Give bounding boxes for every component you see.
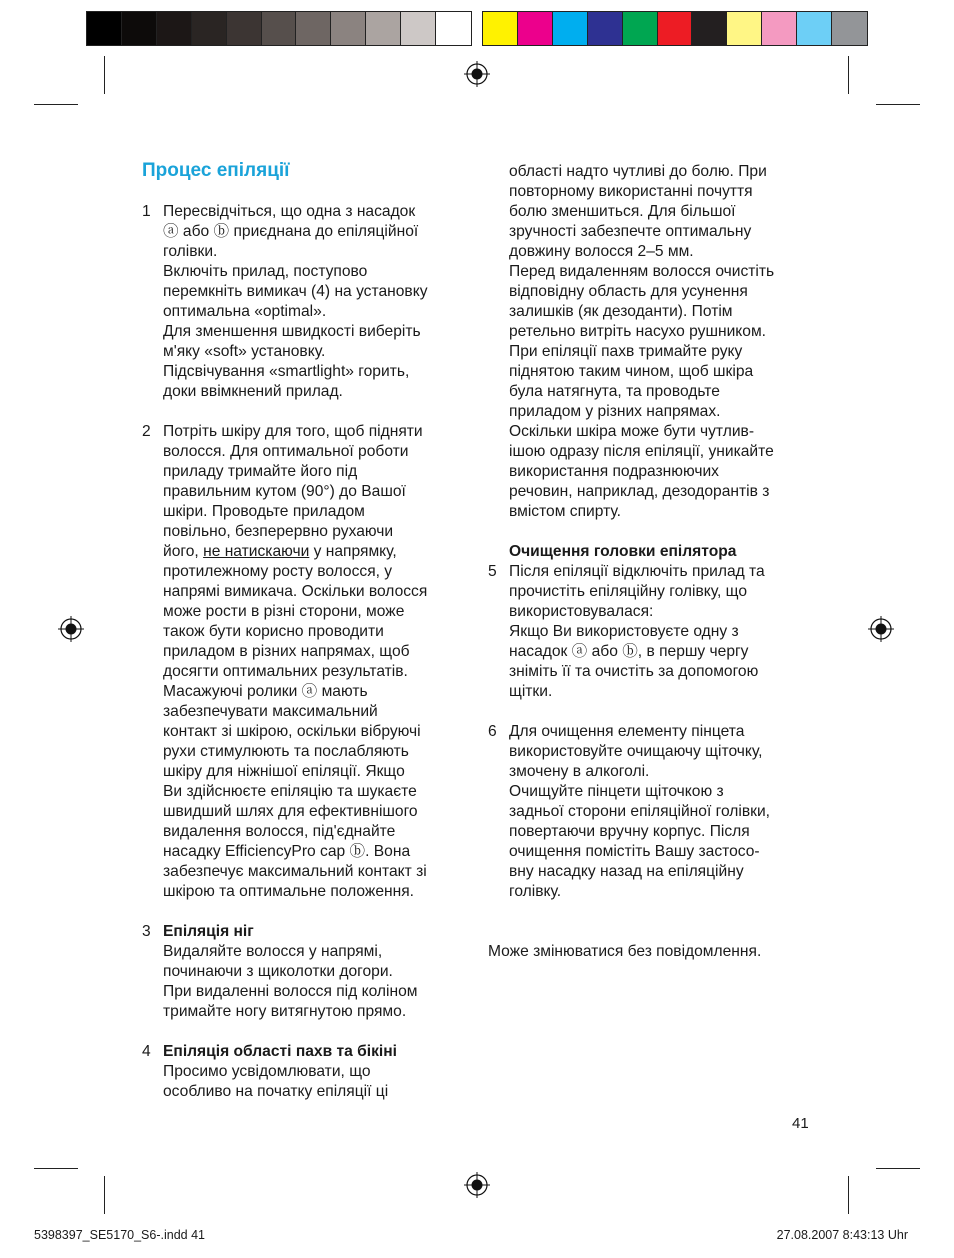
crop-mark [34, 104, 78, 105]
cleaning-heading: Очищення головки епілятора [509, 543, 737, 560]
crop-mark [876, 1168, 920, 1169]
text-line: зніміть її та очистіть за допомогою [509, 663, 759, 680]
step-heading: Епіляція області пахв та бікіні [163, 1043, 398, 1060]
text-line: використання подразнюючих [509, 463, 719, 480]
color-swatch [658, 12, 693, 45]
text-line: довжину волосся 2–5 мм. [509, 243, 694, 260]
step-3 [142, 922, 477, 1022]
process-color-bar [482, 11, 868, 46]
text-line: особливо на початку епіляції ці [163, 1083, 389, 1100]
step-1 [142, 202, 477, 402]
step-2 [142, 422, 477, 902]
text-line: задньої сторони епіляційної голівки, [509, 803, 770, 820]
text-fragment: його, [163, 543, 204, 560]
text-line: контакт зі шкірою, оскільки вібруючі [163, 723, 421, 740]
text-line: Для зменшення швидкості виберіть [163, 323, 421, 340]
text-line: Оскільки шкіра може бути чутлив- [509, 423, 755, 440]
file-slug: 5398397_SE5170_S6-.indd 41 [34, 1228, 205, 1242]
text-line: шкіру для ніжнішої епіляції. Якщо [163, 763, 405, 780]
text-line: Включіть прилад, поступово [163, 263, 368, 280]
text-line: волосся. Для оптимальної роботи [163, 443, 409, 460]
text-line: залишків (як дезоданти). Потім [509, 303, 733, 320]
text-line: змочену в алкоголі. [509, 763, 650, 780]
text-line: Для очищення елементу пінцета [509, 723, 745, 740]
left-column [142, 202, 477, 1102]
text-line: Після епіляції відключіть прилад та [509, 563, 765, 580]
text-line: забезпечувати максимальний [163, 703, 378, 720]
text-line: Потріть шкіру для того, щоб підняти [163, 423, 423, 440]
text-line: починаючи з щиколотки догори. [163, 963, 393, 980]
text-line: видалення волосся, під'єднайте [163, 823, 396, 840]
text-line: голівку. [509, 883, 562, 900]
text-line: вмістом спирту. [509, 503, 621, 520]
text-line: повторному використанні почуття [509, 183, 753, 200]
text-line: речовин, наприклад, дезодорантів з [509, 483, 770, 500]
text-line: Підсвічування «smartlight» горить, [163, 363, 410, 380]
text-line: ішою одразу після епіляції, уникайте [509, 443, 774, 460]
color-swatch [331, 12, 366, 45]
text-line: Очищуйте пінцети щіточкою з [509, 783, 724, 800]
text-line: прочистіть епіляційну голівку, що [509, 583, 748, 600]
color-swatch [797, 12, 832, 45]
text-line: піднятою таким чином, щоб шкіра [509, 363, 754, 380]
text-line: була натягнута, та проводьте [509, 383, 720, 400]
text-line: забезпечує максимальний контакт зі [163, 863, 427, 880]
step-number: 6 [488, 723, 497, 740]
step-heading: Епіляція ніг [163, 923, 254, 940]
registration-mark-icon [464, 1172, 490, 1198]
step-number: 4 [142, 1043, 151, 1060]
text-line: перемкніть вимикач (4) на установку [163, 283, 428, 300]
color-swatch [401, 12, 436, 45]
crop-mark [848, 1176, 849, 1214]
text-line: вну насадку назад на епіляційну [509, 863, 744, 880]
page-title: Процес епіляції [142, 160, 290, 181]
color-swatch [157, 12, 192, 45]
text-line: Пересвідчіться, що одна з насадок [163, 203, 416, 220]
text-line: області надто чутливі до болю. При [509, 163, 767, 180]
text-line: Просимо усвідомлювати, що [163, 1063, 371, 1080]
text-line: може рости в різні сторони, може [163, 603, 405, 620]
step-number: 2 [142, 423, 151, 440]
text-line: шкіри. Проводьте приладом [163, 503, 365, 520]
text-line: тримайте ногу витягнутою прямо. [163, 1003, 407, 1020]
text-line: приладом у різних напрямах. [509, 403, 721, 420]
crop-mark [876, 104, 920, 105]
text-line: Масажуючі ролики ⓐ мають [163, 683, 368, 700]
text-fragment: у напрямку, [309, 543, 397, 560]
text-line: Видаляйте волосся у напрямі, [163, 943, 383, 960]
text-line: шкірою та оптимальне положення. [163, 883, 414, 900]
step-number: 1 [142, 203, 151, 220]
color-swatch [227, 12, 262, 45]
text-line: При видаленні волосся під коліном [163, 983, 418, 1000]
color-swatch [296, 12, 331, 45]
crop-mark [104, 56, 105, 94]
text-line: щітки. [509, 683, 553, 700]
text-line [163, 542, 477, 562]
color-swatch [436, 12, 471, 45]
change-notice: Може змінюватися без повідомлення. [488, 943, 762, 960]
text-line: досягти оптимальних результатів. [163, 663, 408, 680]
right-column [488, 162, 833, 962]
color-swatch [588, 12, 623, 45]
color-swatch [832, 12, 867, 45]
text-line: приладу тримайте його під [163, 463, 358, 480]
text-line: повертаючи вручну корпус. Після [509, 823, 750, 840]
step-5 [488, 562, 833, 702]
text-line: насадку EfficiencyPro cap ⓑ. Вона [163, 843, 411, 860]
color-swatch [518, 12, 553, 45]
step-4 [142, 1042, 477, 1102]
crop-mark [34, 1168, 78, 1169]
color-swatch [366, 12, 401, 45]
text-line: очищення помістіть Вашу застосо- [509, 843, 760, 860]
color-swatch [192, 12, 227, 45]
page-number: 41 [792, 1115, 809, 1132]
text-line: Перед видаленням волосся очистіть [509, 263, 775, 280]
text-line: ретельно витріть насухо рушником. [509, 323, 767, 340]
text-line: відповідну область для усунення [509, 283, 748, 300]
crop-mark [104, 1176, 105, 1214]
text-line: болю зменшиться. Для більшої [509, 203, 736, 220]
text-line: ⓐ або ⓑ приєднана до епіляційної [163, 223, 419, 240]
color-swatch [762, 12, 797, 45]
text-line: приладом в різних напрямах, щоб [163, 643, 410, 660]
step-6 [488, 722, 833, 902]
color-swatch [262, 12, 297, 45]
color-swatch [483, 12, 518, 45]
date-slug: 27.08.2007 8:43:13 Uhr [776, 1228, 908, 1242]
color-swatch [122, 12, 157, 45]
text-line: м'яку «soft» установку. [163, 343, 326, 360]
text-line: також бути корисно проводити [163, 623, 384, 640]
step-4-continued [488, 162, 833, 522]
text-line: протилежному росту волосся, у [163, 563, 393, 580]
step-number: 5 [488, 563, 497, 580]
text-line: швидший шлях для ефективнішого [163, 803, 418, 820]
text-line: При епіляції пахв тримайте руку [509, 343, 743, 360]
text-line: насадок ⓐ або ⓑ, в першу чергу [509, 643, 749, 660]
text-line: повільно, безперервно рухаючи [163, 523, 394, 540]
text-line: Ви здійснюєте епіляцію та шукаєте [163, 783, 417, 800]
text-line: правильним кутом (90°) до Вашої [163, 483, 406, 500]
text-line: використовуйте очищаючу щіточку, [509, 743, 763, 760]
text-line: оптимальна «optimal». [163, 303, 327, 320]
text-line: напрямі вимикача. Оскільки волосся [163, 583, 428, 600]
registration-mark-icon [464, 61, 490, 87]
text-line: доки ввімкнений прилад. [163, 383, 343, 400]
grayscale-color-bar [86, 11, 472, 46]
color-swatch [553, 12, 588, 45]
text-line: Якщо Ви використовуєте одну з [509, 623, 739, 640]
text-line: рухи стимулюють та послабляють [163, 743, 409, 760]
color-swatch [727, 12, 762, 45]
color-swatch [623, 12, 658, 45]
color-swatch [87, 12, 122, 45]
step-number: 3 [142, 923, 151, 940]
registration-mark-icon [868, 616, 894, 642]
text-line: голівки. [163, 243, 218, 260]
underlined-emphasis: не натискаючи [203, 543, 310, 560]
crop-mark [848, 56, 849, 94]
text-line: використовувалася: [509, 603, 654, 620]
text-line: зручності забезпечте оптимальну [509, 223, 752, 240]
color-swatch [692, 12, 727, 45]
registration-mark-icon [58, 616, 84, 642]
